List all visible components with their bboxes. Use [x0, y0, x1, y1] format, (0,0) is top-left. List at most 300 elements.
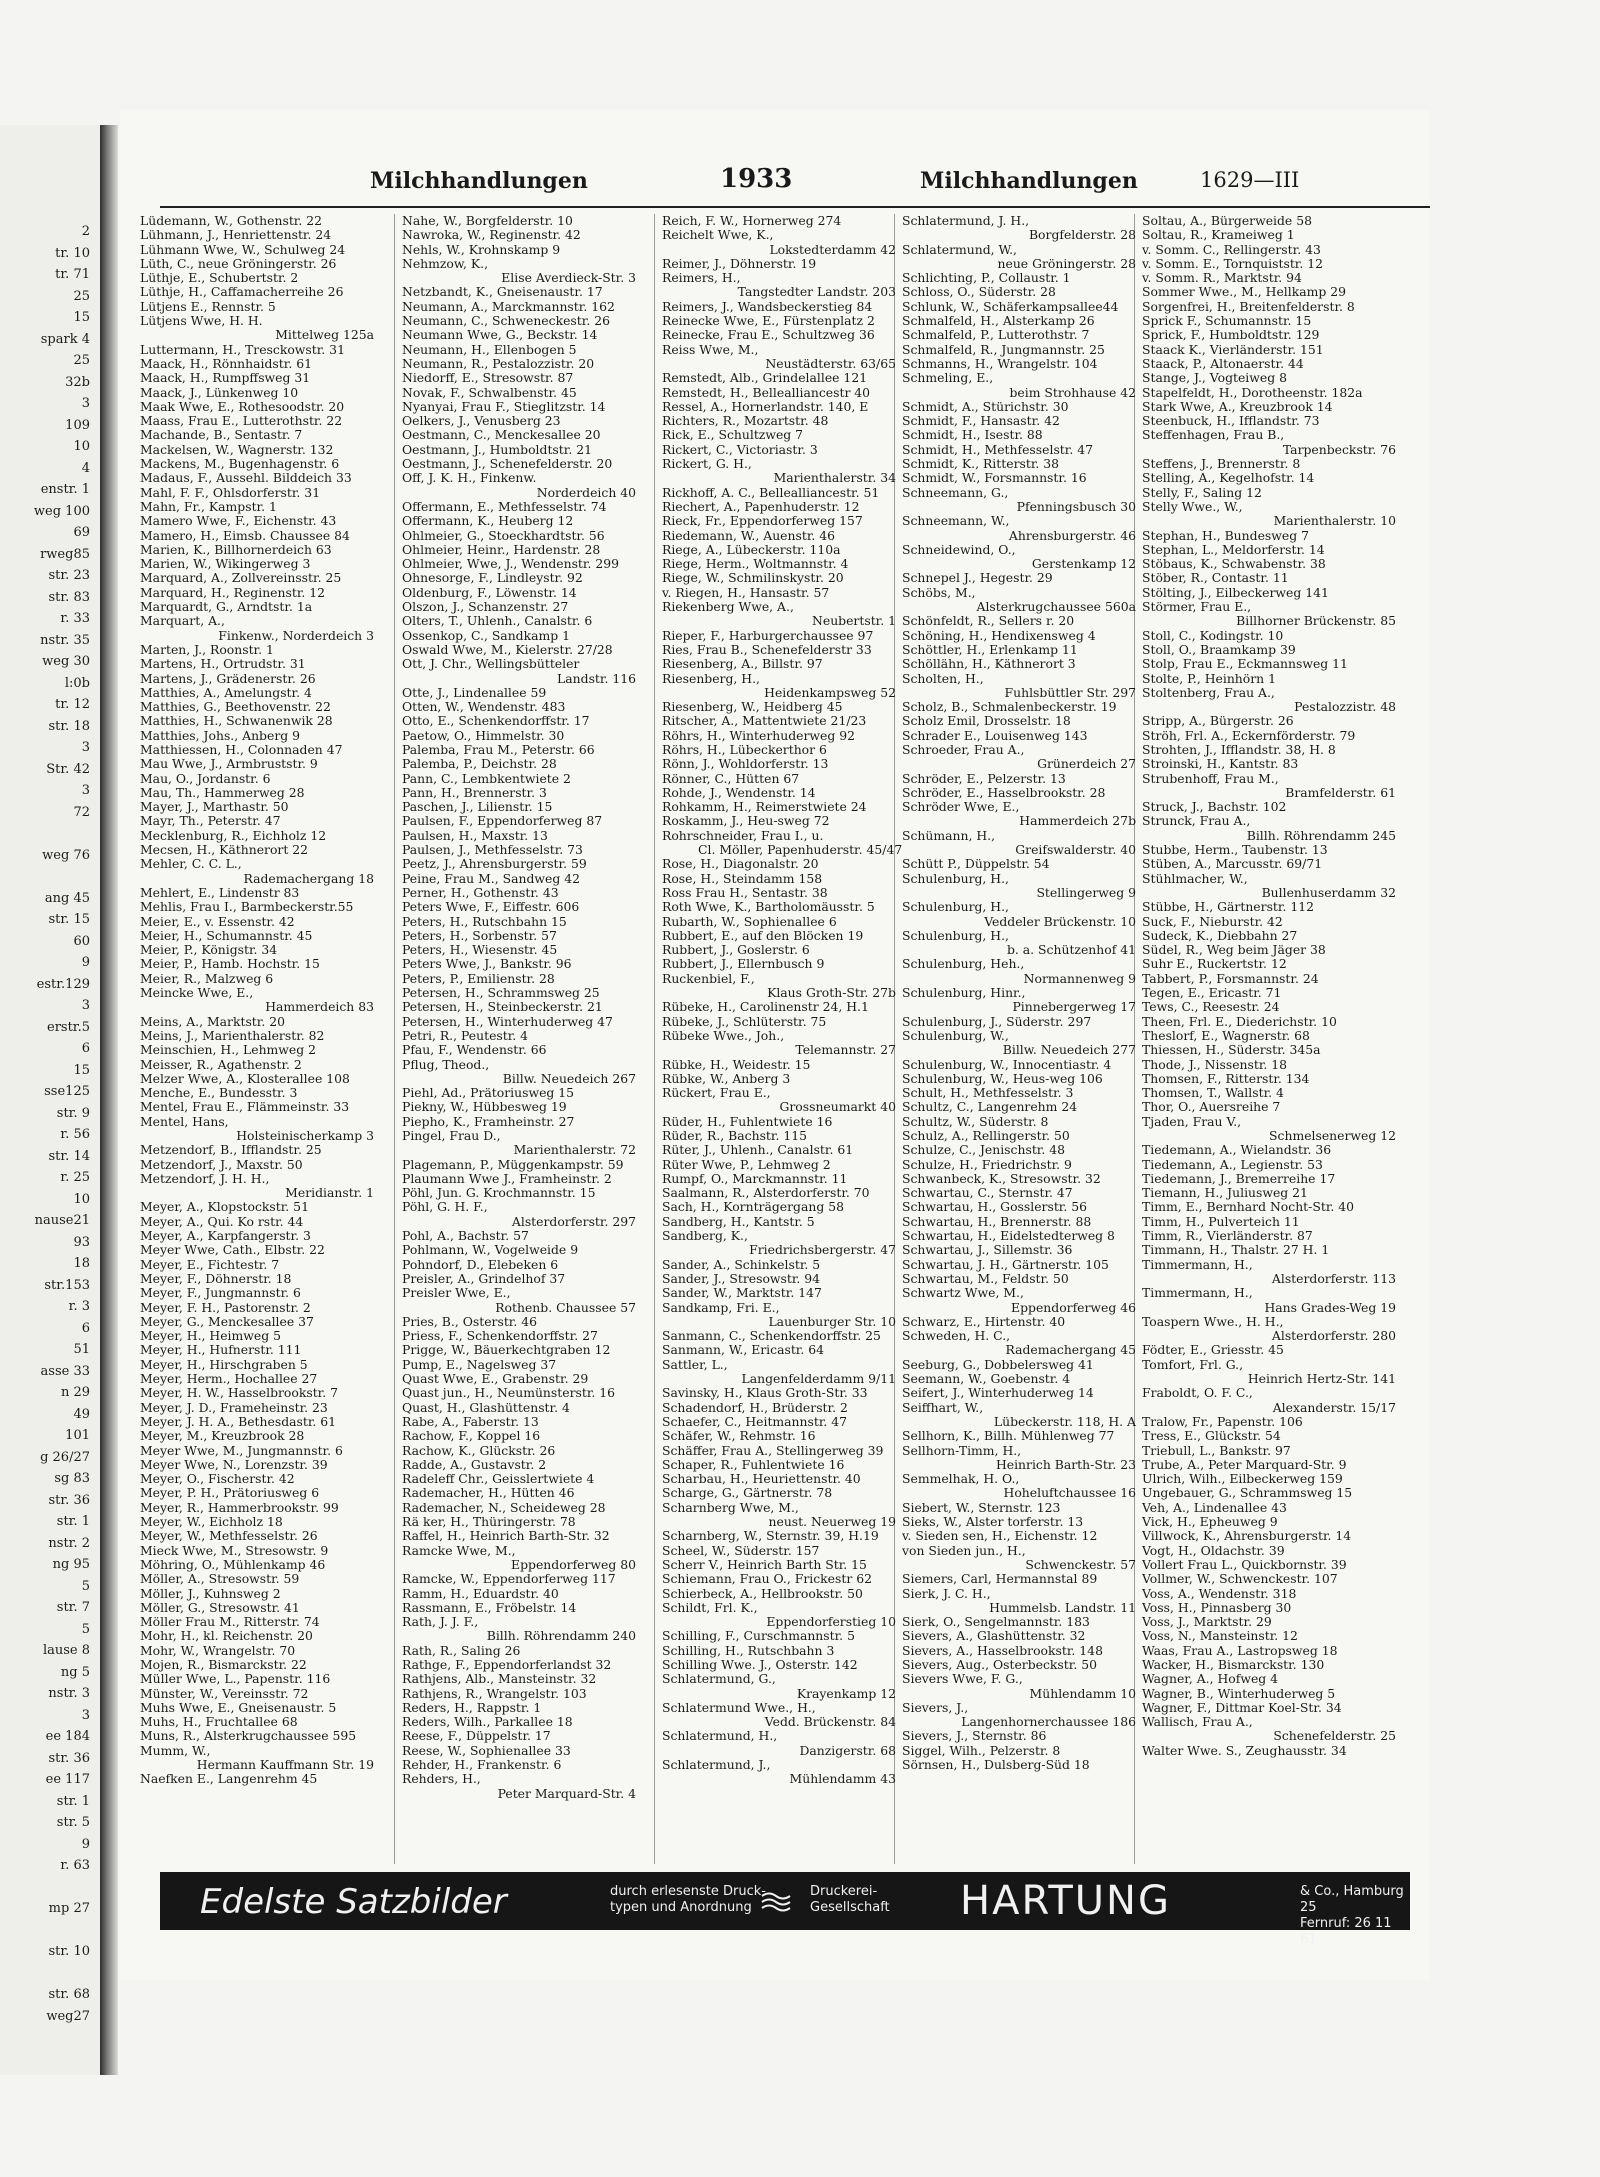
listing-entry: Schweden, H. C.,: [902, 1329, 1011, 1344]
previous-page-fragment: str. 15: [48, 912, 90, 927]
listing-entry: Martens, J., Grädenerstr. 26: [140, 671, 316, 686]
listing-entry-continuation: Greifswalderstr. 40: [1015, 843, 1136, 858]
book-gutter: [100, 125, 118, 2075]
previous-page-fragment: r. 56: [60, 1127, 90, 1142]
listing-entry: Marquart, A.,: [140, 614, 225, 629]
listing-entry: Rä ker, H., Thüringerstr. 78: [402, 1515, 576, 1530]
listing-entry: Prigge, W., Bäuerkechtgraben 12: [402, 1343, 611, 1358]
listing-entry: Schulenburg, Hinr.,: [902, 986, 1026, 1001]
listing-entry: Riege, W., Schmilinskystr. 20: [662, 571, 844, 586]
listing-entry: Sudeck, K., Diebbahn 27: [1142, 928, 1298, 943]
listing-entry: Schulenburg, H.,: [902, 871, 1009, 886]
listing-entry: Rubbert, J., Ellernbusch 9: [662, 957, 825, 972]
listing-entry: Stolp, Frau E., Eckmannsweg 11: [1142, 657, 1348, 672]
listing-entry: Rohde, J., Wendenstr. 14: [662, 785, 816, 800]
listing-entry: Schwartau, M., Feldstr. 50: [902, 1271, 1069, 1286]
listing-entry: Schöning, H., Hendixensweg 4: [902, 628, 1096, 643]
listing-entry-continuation: Billw. Neuedeich 267: [502, 1071, 636, 1086]
listing-entry-continuation: Alexanderstr. 15/17: [1272, 1400, 1396, 1415]
listing-entry: Meyer, O., Fischerstr. 42: [140, 1472, 295, 1487]
listing-entry: Meisser, R., Agathenstr. 2: [140, 1057, 302, 1072]
listing-entry: Maack, H., Rumpffsweg 31: [140, 371, 311, 386]
listing-entry: Siebert, W., Sternstr. 123: [902, 1500, 1061, 1515]
listing-entry: Rubarth, W., Sophienallee 6: [662, 914, 837, 929]
listing-entry: Schlatermund Wwe., H.,: [662, 1700, 816, 1715]
listing-entry: Meier, R., Malzweg 6: [140, 971, 274, 986]
header-page-number: 1629—III: [1200, 168, 1300, 192]
listing-entry: Otten, W., Wendenstr. 483: [402, 700, 566, 715]
listing-entry: Meyer, H., Heimweg 5: [140, 1329, 281, 1344]
listing-entry: Ressel, A., Hornerlandstr. 140, E: [662, 399, 869, 414]
listing-entry: Röhrs, H., Lübeckerthor 6: [662, 742, 827, 757]
listing-entry: Reimers, J., Wandsbeckerstieg 84: [662, 299, 873, 314]
listing-entry: Ohlmeier, Heinr., Hardenstr. 28: [402, 542, 601, 557]
listing-entry: Stöbaus, K., Schwabenstr. 38: [1142, 557, 1326, 572]
listing-entry: Wagner, F., Dittmar Koel-Str. 34: [1142, 1700, 1342, 1715]
previous-page-fragment: weg27: [46, 2008, 90, 2024]
previous-page-fragment: 6: [81, 1041, 90, 1056]
listing-entry-continuation: Holsteinischerkamp 3: [236, 1129, 374, 1143]
listing-entry: Rehder, H., Frankenstr. 6: [402, 1758, 562, 1773]
listing-entry: Plaumann Wwe J., Framheinstr. 2: [402, 1171, 612, 1186]
listing-entry: Tralow, Fr., Papenstr. 106: [1142, 1414, 1303, 1429]
listing-entry: Savinsky, H., Klaus Groth-Str. 33: [662, 1386, 868, 1401]
listing-entry: Mehlis, Frau I., Barmbeckerstr.55: [140, 900, 354, 915]
listing-entry: Luttermann, H., Tresckowstr. 31: [140, 342, 345, 357]
listing-entry: Perner, H., Gothenstr. 43: [402, 885, 559, 900]
listing-entry: Rohkamm, H., Reimerstwiete 24: [662, 800, 867, 815]
listing-entry-continuation: Stellingerweg 9: [1036, 885, 1136, 900]
listing-entry: Rademacher, N., Scheideweg 28: [402, 1500, 606, 1515]
listing-entry: Thomsen, F., Ritterstr. 134: [1142, 1071, 1310, 1086]
listing-entry: Paulsen, F., Eppendorferweg 87: [402, 814, 603, 829]
advertisement-banner: [160, 1872, 1410, 1947]
listing-entry: Meyer Wwe, M., Jungmannstr. 6: [140, 1443, 343, 1458]
listing-entry: Möller, J., Kuhnsweg 2: [140, 1586, 281, 1601]
previous-page-edge: [0, 125, 106, 2075]
previous-page-fragment: str. 1: [56, 1793, 90, 1809]
listing-entry: Sorgenfrei, H., Breitenfelderstr. 8: [1142, 299, 1355, 314]
listing-entry: Struck, J., Bachstr. 102: [1142, 800, 1287, 815]
listing-entry: Riesenberg, A., Billstr. 97: [662, 657, 823, 672]
previous-page-fragment: mp 27: [48, 1901, 90, 1916]
ad-company-line: Druckerei-: [810, 1884, 878, 1899]
listing-entry: Schwanbeck, K., Stresowstr. 32: [902, 1171, 1101, 1186]
listing-entry: Südel, R., Weg beim Jäger 38: [1142, 943, 1326, 958]
previous-page-fragment: rweg85: [40, 546, 90, 562]
listing-entry: Schlunk, W., Schäferkampsallee44: [902, 299, 1119, 314]
listing-entry: Palemba, P., Deichstr. 28: [402, 757, 557, 772]
listing-entry: Schlatermund, J. H.,: [902, 214, 1030, 228]
listing-entry: Pann, H., Brennerstr. 3: [402, 785, 547, 800]
listing-entry-continuation: Finkenw., Norderdeich 3: [218, 628, 374, 643]
listing-entry: Paschen, J., Lilienstr. 15: [402, 800, 553, 815]
listing-entry: Ohlmeier, G., Stoeckhardtstr. 56: [402, 528, 605, 543]
listing-entry: Lüthje, H., Caffamacherreihe 26: [140, 285, 344, 300]
previous-page-fragment: enstr. 1: [40, 482, 90, 497]
listing-entry: Tress, E., Glückstr. 54: [1142, 1429, 1281, 1444]
listing-entry: Scholz Emil, Drosselstr. 18: [902, 714, 1071, 729]
listing-entry: Scholz, B., Schmalenbeckerstr. 19: [902, 700, 1117, 715]
listing-entry: Menche, E., Bundesstr. 3: [140, 1086, 298, 1101]
listing-entry: Sprick, F., Humboldtstr. 129: [1142, 328, 1320, 343]
listing-entry: Peters, P., Emilienstr. 28: [402, 971, 555, 986]
previous-page-fragment: g 26/27: [40, 1449, 90, 1465]
previous-page-fragment: tr. 12: [55, 697, 90, 712]
previous-page-fragment: weg 100: [33, 503, 90, 519]
listing-entry-continuation: Heinrich Barth-Str. 23: [995, 1457, 1136, 1472]
listing-entry: Rathjens, R., Wrangelstr. 103: [402, 1686, 587, 1701]
listing-entry: Peters, H., Wiesenstr. 45: [402, 943, 558, 958]
listing-entry: Vick, H., Epheuweg 9: [1142, 1515, 1278, 1530]
listing-entry: Schaper, R., Fuhlentwiete 16: [662, 1457, 845, 1472]
previous-page-fragment: nstr. 35: [40, 632, 90, 648]
listing-entry: Stoll, O., Braamkamp 39: [1142, 642, 1296, 657]
listing-entry: Otto, E., Schenkendorffstr. 17: [402, 714, 590, 729]
listing-entry-continuation: Billh. Röhrendamm 240: [486, 1629, 636, 1644]
previous-page-fragment: 10: [73, 439, 90, 454]
listing-entry: Peetz, J., Ahrensburgerstr. 59: [402, 857, 587, 872]
listing-entry: Stripp, A., Bürgerstr. 26: [1142, 714, 1294, 729]
listing-entry: Neumann, A., Marckmannstr. 162: [402, 299, 615, 314]
listing-entry-continuation: Neustädterstr. 63/65: [765, 356, 896, 371]
previous-page-fragment: 9: [81, 1836, 90, 1852]
listing-entry: Stephan, H., Bundesweg 7: [1142, 528, 1309, 543]
listing-entry: Stelling, A., Kegelhofstr. 14: [1142, 471, 1315, 486]
previous-page-fragment: str. 68: [48, 1987, 90, 2002]
listing-entry-continuation: Neubertstr. 1: [812, 614, 896, 629]
listing-entry: Scheel, W., Süderstr. 157: [662, 1543, 820, 1558]
previous-page-fragment: tr. 71: [55, 267, 90, 282]
listing-entry: Timm, H., Pulverteich 11: [1142, 1214, 1300, 1229]
listing-entry: Pöhl, Jun. G. Krochmannstr. 15: [402, 1186, 596, 1201]
listing-entry: Rönner, C., Hütten 67: [662, 771, 800, 786]
listing-entry: Sanmann, C., Schenkendorffstr. 25: [662, 1329, 881, 1344]
listing-entry: Pingel, Frau D.,: [402, 1129, 501, 1143]
listing-entry-continuation: Norderdeich 40: [536, 485, 636, 500]
listing-entry: Neumann, C., Schweneckestr. 26: [402, 314, 610, 329]
listing-entry: Piekny, W., Hübbesweg 19: [402, 1100, 567, 1115]
listing-entry: Siemers, Carl, Hermannstal 89: [902, 1572, 1098, 1587]
listing-entry: Stelly, F., Saling 12: [1142, 485, 1262, 500]
listing-entry-continuation: Heinrich Hertz-Str. 141: [1247, 1372, 1396, 1387]
listing-entry: Seifert, J., Winterhuderweg 14: [902, 1386, 1094, 1401]
listing-entry: Mayer, J., Marthastr. 50: [140, 800, 289, 815]
previous-page-fragment: 3: [81, 740, 90, 755]
listing-entry: Meier, E., v. Essenstr. 42: [140, 914, 295, 929]
listing-column: [402, 214, 642, 1864]
previous-page-fragment: 72: [73, 804, 90, 820]
listing-entry: Reese, W., Sophienallee 33: [402, 1743, 571, 1758]
listing-entry: Rathjens, Alb., Mansteinstr. 32: [402, 1672, 597, 1687]
listing-entry: Reders, Wilh., Parkallee 18: [402, 1715, 573, 1730]
previous-page-fragment: ee 184: [45, 1729, 90, 1744]
listing-entry: Nawroka, W., Reginenstr. 42: [402, 228, 581, 243]
listing-entry: Meier, H., Schumannstr. 45: [140, 928, 313, 943]
listing-entry: Seiffhart, W.,: [902, 1400, 984, 1415]
listing-entry-continuation: Lübeckerstr. 118, H. A: [993, 1414, 1136, 1429]
listing-entry: Neumann, R., Pestalozzistr. 20: [402, 356, 595, 371]
listing-entry: Ulrich, Wilh., Eilbeckerweg 159: [1142, 1472, 1343, 1487]
listing-entry: Meyer, E., Fichtestr. 7: [140, 1257, 280, 1272]
previous-page-fragment: asse 33: [40, 1363, 90, 1379]
page-header: [120, 160, 1430, 200]
listing-entry: Strohten, J., Ifflandstr. 38, H. 8: [1142, 742, 1336, 757]
listing-columns: [140, 214, 1430, 1864]
listing-entry: Schütt P., Düppelstr. 54: [902, 857, 1050, 872]
listing-entry: Pries, B., Osterstr. 46: [402, 1314, 538, 1329]
listing-entry: Riekenberg Wwe, A.,: [662, 600, 794, 615]
listing-entry: Stapelfeldt, H., Dorotheenstr. 182a: [1142, 385, 1363, 400]
listing-entry: Mahl, F. F., Ohlsdorferstr. 31: [140, 485, 321, 500]
listing-entry: Rabe, A., Faberstr. 13: [402, 1414, 539, 1429]
previous-page-fragment: sse125: [44, 1084, 90, 1099]
listing-entry: Möhring, O., Mühlenkamp 46: [140, 1557, 326, 1572]
previous-page-fragment: 3: [81, 998, 90, 1013]
listing-entry: Marien, K., Billhornerdeich 63: [140, 542, 332, 557]
listing-entry-continuation: Klaus Groth-Str. 27b: [767, 986, 896, 1001]
listing-entry: Schulze, H., Friedrichstr. 9: [902, 1157, 1072, 1172]
listing-entry: Schneemann, G.,: [902, 485, 1009, 500]
previous-page-fragment: str. 36: [48, 1492, 90, 1508]
previous-page-fragment: str. 14: [48, 1148, 90, 1164]
listing-entry: Rübeke, J., Schlüterstr. 75: [662, 1014, 827, 1029]
listing-entry-continuation: Hammerdeich 27b: [1019, 814, 1136, 829]
listing-entry: Strunck, Frau A.,: [1142, 814, 1251, 829]
listing-entry: Waas, Frau A., Lastropsweg 18: [1142, 1643, 1338, 1658]
listing-entry: Muhs, H., Fruchtallee 68: [140, 1715, 298, 1730]
listing-entry: Rath, J. J. F.,: [402, 1615, 479, 1630]
listing-entry: Maack, J., Lünkenweg 10: [140, 385, 299, 400]
listing-entry: Pflug, Theod.,: [402, 1057, 490, 1072]
listing-entry: Roskamm, J., Heu-sweg 72: [662, 814, 830, 829]
listing-entry: Niedorff, E., Stresowstr. 87: [402, 371, 574, 386]
listing-entry: Reinecke, Frau E., Schultzweg 36: [662, 328, 875, 343]
listing-entry: Radde, A., Gustavstr. 2: [402, 1457, 547, 1472]
previous-page-fragment: 5: [81, 1621, 90, 1637]
previous-page-fragment: 101: [65, 1428, 90, 1443]
previous-page-fragment: ng 5: [60, 1664, 90, 1680]
listing-entry: Mackens, M., Bugenhagenstr. 6: [140, 457, 340, 472]
previous-page-fragment: 3: [81, 1707, 90, 1723]
listing-entry-continuation: Vedd. Brückenstr. 84: [764, 1715, 896, 1730]
listing-entry: Pohl, A., Bachstr. 57: [402, 1229, 529, 1244]
listing-entry: Schöbs, M.,: [902, 585, 976, 600]
listing-entry-continuation: Mühlendamm 43: [789, 1772, 896, 1787]
listing-entry: Quast, H., Glashüttenstr. 4: [402, 1400, 570, 1415]
listing-entry: Mieck Wwe, M., Stresowstr. 9: [140, 1543, 329, 1558]
listing-entry: Schmidt, H., Isestr. 88: [902, 428, 1043, 443]
listing-entry: Matthies, A., Amelungstr. 4: [140, 685, 312, 700]
listing-entry: Reiss Wwe, M.,: [662, 342, 759, 357]
listing-entry: Schönfeldt, R., Sellers r. 20: [902, 614, 1075, 629]
previous-page-fragment: n 29: [60, 1385, 90, 1400]
listing-entry: Meyer, F. H., Pastorenstr. 2: [140, 1300, 311, 1315]
listing-entry: Rückert, Frau E.,: [662, 1086, 771, 1101]
listing-entry-continuation: Veddeler Brückenstr. 10: [984, 914, 1136, 929]
listing-entry: Tabbert, P., Forsmannstr. 24: [1142, 971, 1319, 986]
listing-entry-continuation: Hans Grades-Weg 19: [1264, 1300, 1396, 1315]
previous-page-fragment: r. 33: [60, 611, 90, 626]
listing-entry: Ossenkop, C., Sandkamp 1: [402, 628, 571, 643]
listing-entry: Schadendorf, H., Brüderstr. 2: [662, 1400, 848, 1415]
listing-entry-continuation: Bullenhuserdamm 32: [1261, 885, 1396, 900]
listing-entry: Schneidewind, O.,: [902, 542, 1016, 557]
listing-entry-continuation: Bramfelderstr. 61: [1285, 785, 1396, 800]
listing-entry-continuation: Rothenb. Chaussee 57: [495, 1300, 636, 1315]
listing-entry: Stephan, L., Meldorferstr. 14: [1142, 542, 1325, 557]
listing-entry: Schwartau, J., Sillemstr. 36: [902, 1243, 1073, 1258]
listing-entry: Maass, Frau E., Lutterothstr. 22: [140, 414, 343, 429]
listing-entry: Vollmer, W., Schwenckestr. 107: [1142, 1572, 1338, 1587]
previous-page-fragment: r. 3: [68, 1299, 90, 1314]
listing-entry: Meyer, H., Hirschgraben 5: [140, 1357, 308, 1372]
listing-entry: Rose, H., Steindamm 158: [662, 871, 823, 886]
listing-entry: Peters, H., Sorbenstr. 57: [402, 928, 557, 943]
previous-page-fragment: erstr.5: [47, 1019, 90, 1035]
previous-page-fragment: str. 83: [48, 589, 90, 605]
listing-entry: Oldenburg, F., Löwenstr. 14: [402, 585, 577, 600]
listing-entry: Schierbeck, A., Hellbrookstr. 50: [662, 1586, 863, 1601]
listing-entry: Rubbert, E., auf den Blöcken 19: [662, 928, 864, 943]
previous-page-fragment: 25: [73, 353, 90, 368]
listing-entry-continuation: Alsterkrugchaussee 560a: [976, 600, 1136, 615]
listing-entry: Rüter, J., Uhlenh., Canalstr. 61: [662, 1143, 854, 1158]
previous-page-fragment: 49: [73, 1406, 90, 1422]
listing-entry: Rumpf, O., Marckmannstr. 11: [662, 1171, 848, 1186]
listing-entry: Sievers, A., Glashüttenstr. 32: [902, 1629, 1086, 1644]
listing-entry: Schmanns, H., Wrangelstr. 104: [902, 356, 1098, 371]
listing-entry: Schröder, E., Hasselbrookstr. 28: [902, 785, 1106, 800]
listing-entry-continuation: Marienthalerstr. 10: [1273, 514, 1396, 529]
listing-entry: Ungebauer, G., Schrammsweg 15: [1142, 1486, 1353, 1501]
listing-entry-continuation: Billh. Röhrendamm 245: [1246, 828, 1396, 843]
listing-entry: v. Somm. R., Marktstr. 94: [1142, 271, 1302, 286]
listing-entry: Thomsen, T., Wallstr. 4: [1142, 1086, 1284, 1101]
listing-entry: Oestmann, J., Humboldtstr. 21: [402, 442, 592, 457]
listing-column: [902, 214, 1142, 1864]
listing-entry: Schilling, F., Curschmannstr. 5: [662, 1629, 855, 1644]
listing-entry: Naefken E., Langenrehm 45: [140, 1772, 318, 1787]
previous-page-fragment: str. 9: [56, 1105, 90, 1121]
listing-entry: Oelkers, J., Venusberg 23: [402, 414, 561, 429]
listing-entry-continuation: Hummelsb. Landstr. 11: [989, 1600, 1136, 1615]
listing-entry: Rübke, H., Weidestr. 15: [662, 1057, 811, 1072]
listing-entry: Riege, Herm., Woltmannstr. 4: [662, 557, 849, 572]
listing-entry: Radeleff Chr., Geisslertwiete 4: [402, 1472, 595, 1487]
listing-entry: Sierk, O., Sengelmannstr. 183: [902, 1615, 1090, 1630]
listing-entry: Schultz, W., Süderstr. 8: [902, 1114, 1049, 1129]
listing-entry: Timmann, H., Thalstr. 27 H. 1: [1142, 1243, 1330, 1258]
previous-page-fragment: ang 45: [44, 890, 90, 906]
listing-entry-continuation: Alsterdorferstr. 297: [511, 1214, 636, 1229]
listing-entry: Martens, H., Ortrudstr. 31: [140, 657, 306, 672]
previous-page-fragment: 2: [81, 224, 90, 239]
listing-entry: Lüdemann, W., Gothenstr. 22: [140, 214, 323, 228]
ad-slogan: Edelste Satzbilder: [200, 1882, 507, 1922]
listing-entry: Theen, Frl. E., Diederichstr. 10: [1142, 1014, 1337, 1029]
listing-entry: Rieper, F., Harburgerchaussee 97: [662, 628, 874, 643]
listing-entry: Schmeling, E.,: [902, 371, 994, 386]
listing-entry: Rieck, Fr., Eppendorferweg 157: [662, 514, 863, 529]
listing-entry: Sievers, J.,: [902, 1700, 969, 1715]
listing-entry: Marquardt, G., Arndtstr. 1a: [140, 600, 313, 615]
listing-entry: Riedemann, W., Auenstr. 46: [662, 528, 836, 543]
listing-entry: Riechert, A., Papenhuderstr. 12: [662, 499, 860, 514]
listing-entry: Strubenhoff, Frau M.,: [1142, 771, 1279, 786]
listing-entry: Meyer, F., Jungmannstr. 6: [140, 1286, 301, 1301]
listing-entry: Pöhl, G. H. F.,: [402, 1200, 488, 1215]
listing-entry-continuation: Peter Marquard-Str. 4: [497, 1786, 636, 1801]
listing-entry: Riesenberg, W., Heidberg 45: [662, 700, 843, 715]
listing-entry: Off, J. K. H., Finkenw.: [402, 471, 537, 486]
listing-entry: Sander, W., Marktstr. 147: [662, 1286, 822, 1301]
listing-entry: Meier, P., Königstr. 34: [140, 943, 278, 958]
listing-entry: Meyer, Herm., Hochallee 27: [140, 1372, 318, 1387]
listing-entry: Mamero, H., Eimsb. Chaussee 84: [140, 528, 350, 543]
listing-entry: Schulenburg, H.,: [902, 900, 1009, 915]
listing-entry: Veh, A., Lindenallee 43: [1142, 1500, 1287, 1515]
previous-page-fragment: weg 76: [42, 847, 90, 863]
column-divider: [654, 214, 655, 1864]
listing-entry: Pump, E., Nagelsweg 37: [402, 1357, 557, 1372]
listing-entry: Meyer, A., Klopstockstr. 51: [140, 1200, 309, 1215]
listing-entry: Seemann, W., Goebenstr. 4: [902, 1372, 1071, 1387]
listing-entry: Sprick F., Schumannstr. 15: [1142, 314, 1312, 329]
listing-entry: Rose, H., Diagonalstr. 20: [662, 857, 819, 872]
ad-company-line: Gesellschaft: [810, 1900, 890, 1915]
listing-entry: Mamero Wwe, F., Eichenstr. 43: [140, 514, 337, 529]
listing-entry: Schult, H., Methfesselstr. 3: [902, 1086, 1074, 1101]
listing-entry: Mau, Th., Hammerweg 28: [140, 785, 305, 800]
listing-entry: Schümann, H.,: [902, 828, 996, 843]
listing-entry: Schilling, H., Rutschbahn 3: [662, 1643, 835, 1658]
listing-entry: Rick, E., Schultzweg 7: [662, 428, 804, 443]
listing-entry: Schulenburg, W., Heus-weg 106: [902, 1071, 1103, 1086]
listing-entry: Schäfer, W., Rehmstr. 16: [662, 1429, 816, 1444]
listing-entry: Olszon, J., Schanzenstr. 27: [402, 600, 569, 615]
listing-entry: Semmelhak, H. O.,: [902, 1472, 1020, 1487]
listing-entry: Meyer, H., Hufnerstr. 111: [140, 1343, 302, 1358]
previous-page-fragment: str. 10: [48, 1944, 90, 1959]
listing-entry: Tiedemann, A., Legienstr. 53: [1142, 1157, 1323, 1172]
listing-entry: Wagner, A., Hofweg 4: [1142, 1672, 1279, 1687]
listing-entry: Stelly Wwe., W.,: [1142, 499, 1243, 514]
listing-entry-continuation: Pinnebergerweg 17: [1012, 1000, 1136, 1015]
listing-entry: Schröder, E., Pelzerstr. 13: [902, 771, 1066, 786]
listing-entry: Sommer Wwe., M., Hellkamp 29: [1142, 285, 1346, 300]
listing-entry: Priess, F., Schenkendorffstr. 27: [402, 1329, 598, 1344]
listing-entry-continuation: Mittelweg 125a: [275, 328, 374, 343]
listing-entry: v. Riegen, H., Hansastr. 57: [662, 585, 830, 600]
listing-entry: Meyer, R., Hammerbrookstr. 99: [140, 1500, 339, 1515]
listing-entry: Scharbau, H., Heuriettenstr. 40: [662, 1472, 861, 1487]
listing-entry: Sander, J., Stresowstr. 94: [662, 1271, 821, 1286]
listing-entry: Mohr, H., kl. Reichenstr. 20: [140, 1629, 313, 1644]
column-divider: [394, 214, 395, 1864]
listing-entry: Peters Wwe, J., Bankstr. 96: [402, 957, 572, 972]
directory-page: [120, 110, 1430, 1980]
listing-entry: Timmermann, H.,: [1142, 1257, 1253, 1272]
previous-page-fragment: tr. 10: [55, 245, 90, 261]
listing-entry: Meins, A., Marktstr. 20: [140, 1014, 285, 1029]
previous-page-fragment: str.153: [44, 1277, 90, 1293]
listing-entry: Stange, J., Vogteiweg 8: [1142, 371, 1287, 386]
listing-entry: Lüth, C., neue Gröningerstr. 26: [140, 256, 337, 271]
listing-entry: Remstedt, H., Bellealliancestr 40: [662, 385, 871, 400]
listing-entry: Neumann Wwe, G., Beckstr. 14: [402, 328, 598, 343]
listing-entry: Nyanyai, Frau F., Stieglitzstr. 14: [402, 399, 606, 414]
